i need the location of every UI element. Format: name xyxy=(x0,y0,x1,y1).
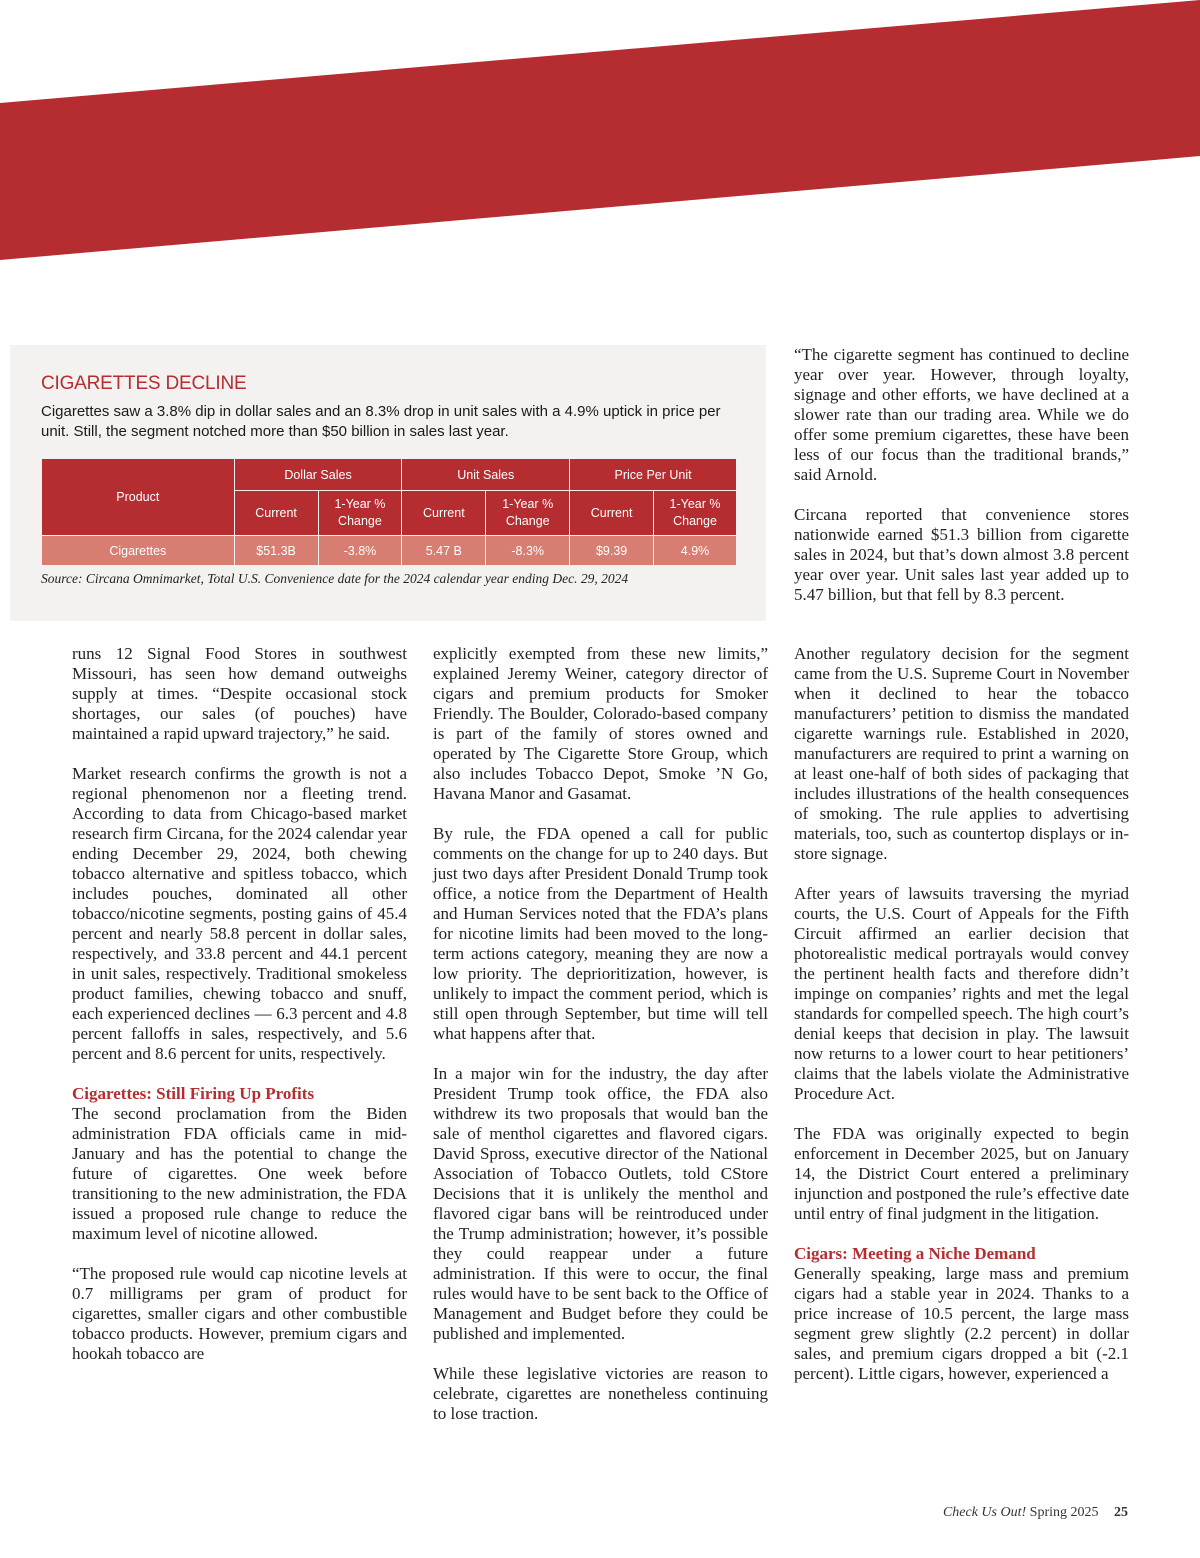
sales-table xyxy=(41,458,737,566)
red-banner xyxy=(0,0,1200,270)
cell-price-current: $9.39 xyxy=(570,536,654,566)
paragraph: Market research confirms the growth is not a regional phenomenon nor a fleeting trend. According to data from Chicago-based market research firm Circana, for the 2024 calendar year ending December 29, 2024, both chewing tobacco alternative and spitless tobacco, which includes pouches, dominated all other tobacco/nicotine segments, posting gains of 45.4 percent and nearly 58.8 percent in dollar sales, respectively, and 33.8 percent and 44.1 percent in unit sales, respectively. Traditional smokeless product families, chewing tobacco and snuff, each experienced declines — 6.3 percent and 4.8 percent falloffs in sales, respectively, and 5.6 percent and 8.6 percent for units, respectively. xyxy=(72,764,407,1063)
footer-publication: Check Us Out! xyxy=(942,1505,1027,1520)
cell-dollar-change: -3.8% xyxy=(318,536,402,566)
sidebar-subtitle: Cigarettes saw a 3.8% dip in dollar sales and an 8.3% drop in unit sales with a 4.9% uptick in price per unit. Still, the segment notched more than $50 billion in sales last year. xyxy=(41,403,721,440)
page-number: 25 xyxy=(1114,1505,1128,1520)
header-price-per-unit: Price Per Unit xyxy=(570,459,737,491)
sidebar-box xyxy=(10,345,766,621)
paragraph: In a major win for the industry, the day after President Trump took office, the FDA also withdrew its two proposals that would ban the sale of menthol cigarettes and flavored cigars. David Spross, executive director of the National Association of Tobacco Outlets, told CStore Decisions that it is unlikely the menthol and flavored cigar bans will be reintroduced under the Trump administration; however, it’s possible they could reappear under a future administration. If this were to occur, the final rules would have to be sent back to the Office of Management and Budget before they could be published and implemented. xyxy=(433,1064,768,1343)
sidebar-title: CIGARETTES DECLINE xyxy=(41,373,247,394)
paragraph: The second proclamation from the Biden administration FDA officials came in mid-January and has the potential to change the future of cigarettes. One week before transitioning to the new administration, the FDA issued a proposed rule change to reduce the maximum level of nicotine allowed. xyxy=(72,1104,407,1243)
header-product: Product xyxy=(42,459,235,536)
footer-issue: Spring 2025 xyxy=(1029,1505,1099,1520)
paragraph: After years of lawsuits traversing the myriad courts, the U.S. Court of Appeals for the Fifth Circuit affirmed an earlier decision that photorealistic medical portrayals would convey the pertinent health facts and therefore didn’t impinge on companies’ rights and met the legal standards for compelled speech. The high court’s denial keeps that decision in play. The lawsuit now returns to a lower court to hear petitioners’ claims that the labels violate the Administrative Procedure Act. xyxy=(794,884,1129,1103)
header-current: Current xyxy=(402,491,486,536)
paragraph: “The proposed rule would cap nicotine levels at 0.7 milligrams per gram of product for cigarettes, smaller cigars and other combustible tobacco products. However, premium cigars and hookah tobacco are xyxy=(72,1264,407,1363)
column-1 xyxy=(72,644,407,1364)
paragraph: By rule, the FDA opened a call for public comments on the change for up to 240 days. But just two days after President Donald Trump took office, a notice from the Department of Health and Human Services noted that the FDA’s plans for nicotine limits had been moved to the long-term actions category, meaning they are now a low priority. The deprioritization, however, is unlikely to impact the comment period, which is still open through September, but time will tell what happens after that. xyxy=(433,824,768,1043)
header-current: Current xyxy=(234,491,318,536)
paragraph: “The cigarette segment has continued to decline year over year. However, through loyalty, signage and other efforts, we have declined at a slower rate than our trading area. While we do offer some premium cigarettes, these have been less of our focus than the traditional brands,” said Arnold. xyxy=(794,345,1129,484)
column-3 xyxy=(794,644,1129,1384)
paragraph: The FDA was originally expected to begin enforcement in December 2025, but on January 14, the District Court entered a preliminary injunction and postponed the rule’s effective date until entry of final judgment in the litigation. xyxy=(794,1124,1129,1223)
header-change: 1-Year % Change xyxy=(486,491,570,536)
sidebar-source: Source: Circana Omnimarket, Total U.S. Convenience date for the 2024 calendar year ending Dec. 29, 2024 xyxy=(41,571,629,586)
header-dollar-sales: Dollar Sales xyxy=(234,459,402,491)
section-heading-cigarettes: Cigarettes: Still Firing Up Profits xyxy=(72,1084,315,1103)
paragraph: explicitly exempted from these new limits,” explained Jeremy Weiner, category director of cigars and premium products for Smoker Friendly. The Boulder, Colorado-based company is part of the family of stores owned and operated by The Cigarette Store Group, which also includes Tobacco Depot, Smoke ’N Go, Havana Manor and Gasamat. xyxy=(433,644,768,803)
paragraph: Circana reported that convenience stores nationwide earned $51.3 billion from cigarette sales in 2024, but that’s down almost 3.8 percent year over year. Unit sales last year added up to 5.47 billion, but that fell by 8.3 percent. xyxy=(794,505,1129,604)
cell-dollar-current: $51.3B xyxy=(234,536,318,566)
header-change: 1-Year % Change xyxy=(654,491,737,536)
paragraph: Generally speaking, large mass and premium cigars had a stable year in 2024. Thanks to a price increase of 10.5 percent, the large mass segment grew slightly (2.2 percent) in dollar sales, and premium cigars dropped a bit (-2.1 percent). Little cigars, however, experienced a xyxy=(794,1264,1129,1383)
paragraph: Another regulatory decision for the segment came from the U.S. Supreme Court in November when it declined to hear the tobacco manufacturers’ petition to dismiss the mandated cigarette warnings rule. Established in 2020, manufacturers are required to print a warning on at least one-half of both sides of packaging that includes illustrations of the health consequences of smoking. The rule applies to advertising materials, too, such as countertop displays or in-store signage. xyxy=(794,644,1129,863)
column-2 xyxy=(433,644,768,1424)
page-footer xyxy=(943,1505,1128,1521)
header-change: 1-Year % Change xyxy=(318,491,402,536)
paragraph: runs 12 Signal Food Stores in southwest Missouri, has seen how demand outweighs supply at times. “Despite occasional stock shortages, our sales (of pouches) have maintained a rapid upward trajectory,” he said. xyxy=(72,644,407,743)
header-unit-sales: Unit Sales xyxy=(402,459,570,491)
cell-product: Cigarettes xyxy=(42,536,235,566)
header-current: Current xyxy=(570,491,654,536)
cell-price-change: 4.9% xyxy=(654,536,737,566)
paragraph: While these legislative victories are reason to celebrate, cigarettes are nonetheless continuing to lose traction. xyxy=(433,1364,768,1423)
section-heading-cigars: Cigars: Meeting a Niche Demand xyxy=(794,1244,1036,1263)
cell-unit-change: -8.3% xyxy=(486,536,570,566)
table-row xyxy=(42,536,737,566)
column-3-top xyxy=(794,345,1129,605)
cell-unit-current: 5.47 B xyxy=(402,536,486,566)
